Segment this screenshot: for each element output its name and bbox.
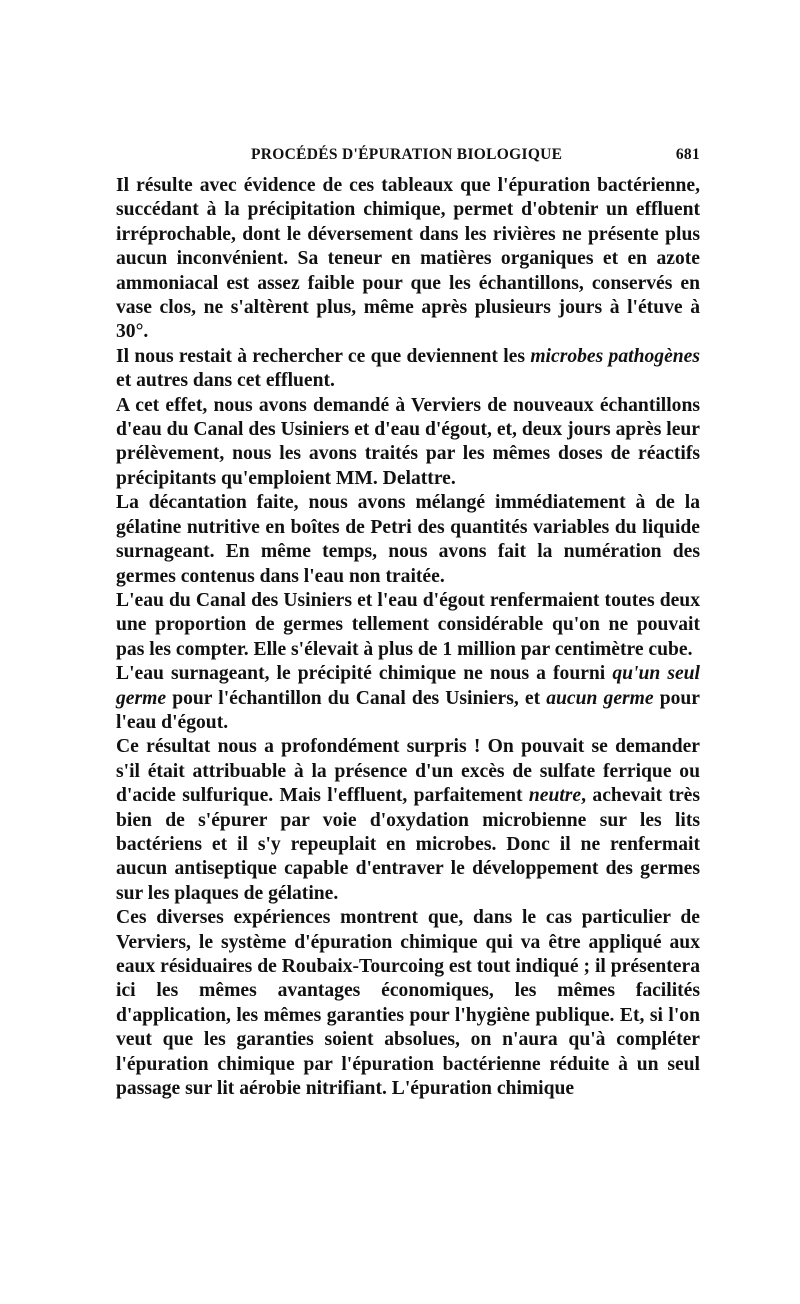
paragraph [116,906,700,1101]
document-page [116,146,700,1101]
paragraph [116,589,700,662]
page-header [116,146,700,174]
italic-text: neutre [528,785,582,807]
paragraph [116,345,700,394]
text-segment: A cet effet, nous avons demandé à Verviers de nouveaux échantillons d'eau du Canal des Usiniers et d'eau d'égout, et, deux jours après leur prélèvement, nous les avons traités par les mêmes doses de réactifs précipitants qu'emploient MM. Delattre. [116,394,700,489]
paragraph [116,735,700,906]
text-segment: et autres dans cet effluent. [116,370,335,392]
text-segment: , achevait très bien de s'épurer par voie d'oxydation microbienne sur les lits bactériens et il s'y repeuplait en microbes. Donc il ne renfermait aucun antiseptique capable d'entraver le développement des germes sur les plaques de gélatine. [116,785,700,904]
text-segment: Il nous restait à rechercher ce que deviennent les [116,345,531,367]
paragraph [116,174,700,345]
text-segment: La décantation faite, nous avons mélangé immédiatement à de la gélatine nutritive en boîtes de Petri des quantités variables du liquide surnageant. En même temps, nous avons fait la numération des germes contenus dans l'eau non traitée. [116,492,700,587]
page-number: 681 [675,146,700,163]
text-segment: Il résulte avec évidence de ces tableaux que l'épuration bactérienne, succédant à la précipitation chimique, permet d'obtenir un effluent irréprochable, dont le déversement dans les rivières ne présente plus aucun inconvénient. Sa teneur en matières organiques et en azote ammoniacal est assez faible pour que les échantillons, conservés en vase clos, ne s'altèrent plus, même après plusieurs jours à l'étuve à 30°. [116,175,700,343]
text-segment: L'eau surnageant, le précipité chimique ne nous a fourni [116,663,613,685]
italic-text: qu'un seul germe [116,663,700,709]
paragraph [116,394,700,492]
paragraph [116,662,700,735]
paragraph [116,491,700,589]
text-segment: Ce résultat nous a profondément surpris ! On pouvait se demander s'il était attribuable à la présence d'un excès de sulfate ferrique ou d'acide sulfurique. Mais l'effluent, parfaitement [116,736,700,807]
text-segment: pour l'échantillon du Canal des Usiniers, et [166,687,547,709]
text-segment: pour l'eau d'égout. [116,687,701,733]
body-text [116,174,700,1101]
text-segment: Ces diverses expériences montrent que, dans le cas particulier de Verviers, le système d'épuration chimique qui va être appliqué aux eaux résiduaires de Roubaix-Tourcoing est tout indiqué ; il présentera ici les mêmes avantages économiques, les mêmes facilités d'application, les mêmes garanties pour l'hygiène publique. Et, si l'on veut que les garanties soient absolues, on n'aura qu'à compléter l'épuration chimique par l'épuration bactérienne réduite à un seul passage sur lit aérobie nitrifiant. L'épuration chimique [116,907,700,1100]
text-segment: L'eau du Canal des Usiniers et l'eau d'égout renfermaient toutes deux une proportion de germes tellement considérable qu'on ne pouvait pas les compter. Elle s'élevait à plus de 1 million par centimètre cube. [116,589,700,660]
italic-text: microbes pathogènes [530,345,700,367]
running-title: PROCÉDÉS D'ÉPURATION BIOLOGIQUE [251,146,563,163]
italic-text: aucun germe [546,687,654,709]
